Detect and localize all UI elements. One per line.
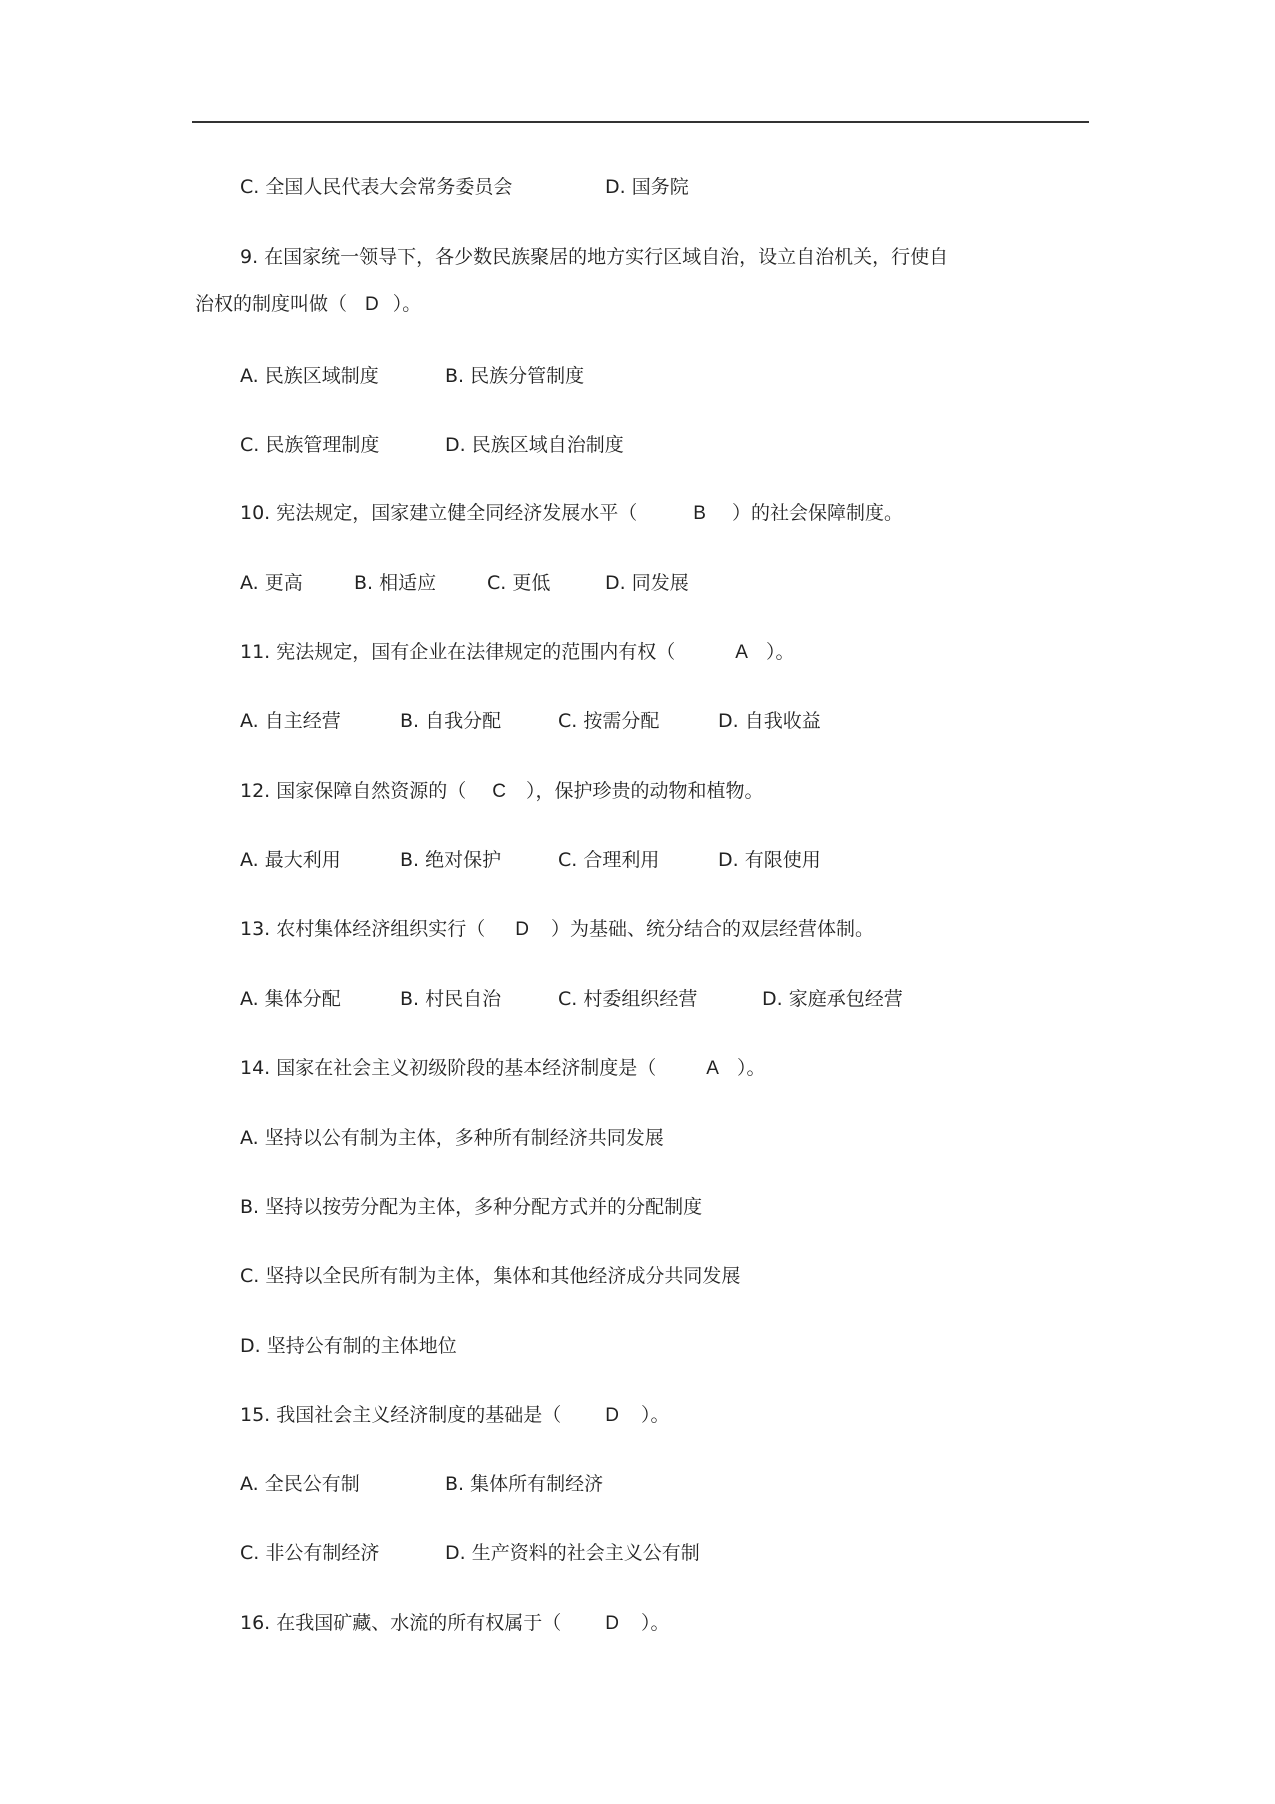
answer: A [735,642,748,663]
question-text-end: ），保护珍贵的动物和植物。 [526,780,764,802]
question-text: 10. 宪法规定，国家建立健全同经济发展水平（ [240,502,638,524]
option-a: A. 最大利用 [240,849,341,871]
option-b: B. 集体所有制经济 [445,1473,604,1495]
option-d: D. 民族区域自治制度 [445,434,624,456]
answer: D [605,1405,619,1426]
question-10 [240,501,903,526]
option-b: B. 村民自治 [400,988,502,1010]
option-d: D. 生产资料的社会主义公有制 [445,1542,700,1564]
question-text-end: ）为基础、统分结合的双层经营体制。 [551,918,875,940]
question-14-option-c: C. 坚持以全民所有制为主体，集体和其他经济成分共同发展 [240,1265,741,1287]
option-b: B. 民族分管制度 [445,365,585,387]
option-d: D. 同发展 [605,572,689,594]
answer: D [605,1613,619,1634]
question-text: 12. 国家保障自然资源的（ [240,780,467,802]
question-14-option-b: B. 坚持以按劳分配为主体，多种分配方式并的分配制度 [240,1196,703,1218]
answer: D [365,294,379,315]
question-text: 治权的制度叫做（ [195,293,348,315]
option-a: A. 民族区域制度 [240,365,379,387]
question-14 [240,1056,765,1081]
option-c: C. 全国人民代表大会常务委员会 [240,176,513,198]
question-text: 11. 宪法规定，国有企业在法律规定的范围内有权（ [240,641,676,663]
option-c: C. 更低 [487,572,551,594]
question-14-option-d: D. 坚持公有制的主体地位 [240,1335,457,1357]
option-d: D. 自我收益 [718,710,821,732]
question-11 [240,640,794,665]
question-text: 16. 在我国矿藏、水流的所有权属于（ [240,1612,562,1634]
question-13 [240,917,874,942]
option-d: D. 有限使用 [718,849,821,871]
option-b: B. 相适应 [354,572,437,594]
option-c: C. 民族管理制度 [240,434,380,456]
option-d: D. 家庭承包经营 [762,988,903,1010]
question-12 [240,779,764,804]
question-text-end: ）的社会保障制度。 [731,502,903,524]
question-16 [240,1611,670,1636]
answer: C [492,781,506,802]
question-text: 14. 国家在社会主义初级阶段的基本经济制度是（ [240,1057,657,1079]
option-b: B. 自我分配 [400,710,502,732]
option-a: A. 全民公有制 [240,1473,360,1495]
question-text-end: ）。 [765,641,795,663]
option-b: B. 绝对保护 [400,849,502,871]
question-text: 15. 我国社会主义经济制度的基础是（ [240,1404,562,1426]
question-text: 13. 农村集体经济组织实行（ [240,918,486,940]
option-d: D. 国务院 [605,176,689,198]
option-c: C. 合理利用 [558,849,660,871]
option-a: A. 集体分配 [240,988,341,1010]
option-c: C. 村委组织经营 [558,988,698,1010]
option-c: C. 非公有制经济 [240,1542,380,1564]
option-a: A. 更高 [240,572,303,594]
question-9-line1: 9. 在国家统一领导下，各少数民族聚居的地方实行区域自治，设立自治机关，行使自 [240,246,949,268]
option-c: C. 按需分配 [558,710,660,732]
question-text-end: ）。 [736,1057,766,1079]
question-9-line2 [195,292,421,317]
option-a: A. 自主经营 [240,710,341,732]
question-14-option-a: A. 坚持以公有制为主体，多种所有制经济共同发展 [240,1127,664,1149]
answer: D [515,919,529,940]
question-text-end: ）。 [641,1612,670,1634]
answer: A [706,1058,719,1079]
header-rule [192,121,1089,123]
answer: B [693,503,706,524]
question-text-end: ）。 [392,293,422,315]
question-text-end: ）。 [641,1404,670,1426]
question-15 [240,1403,670,1428]
